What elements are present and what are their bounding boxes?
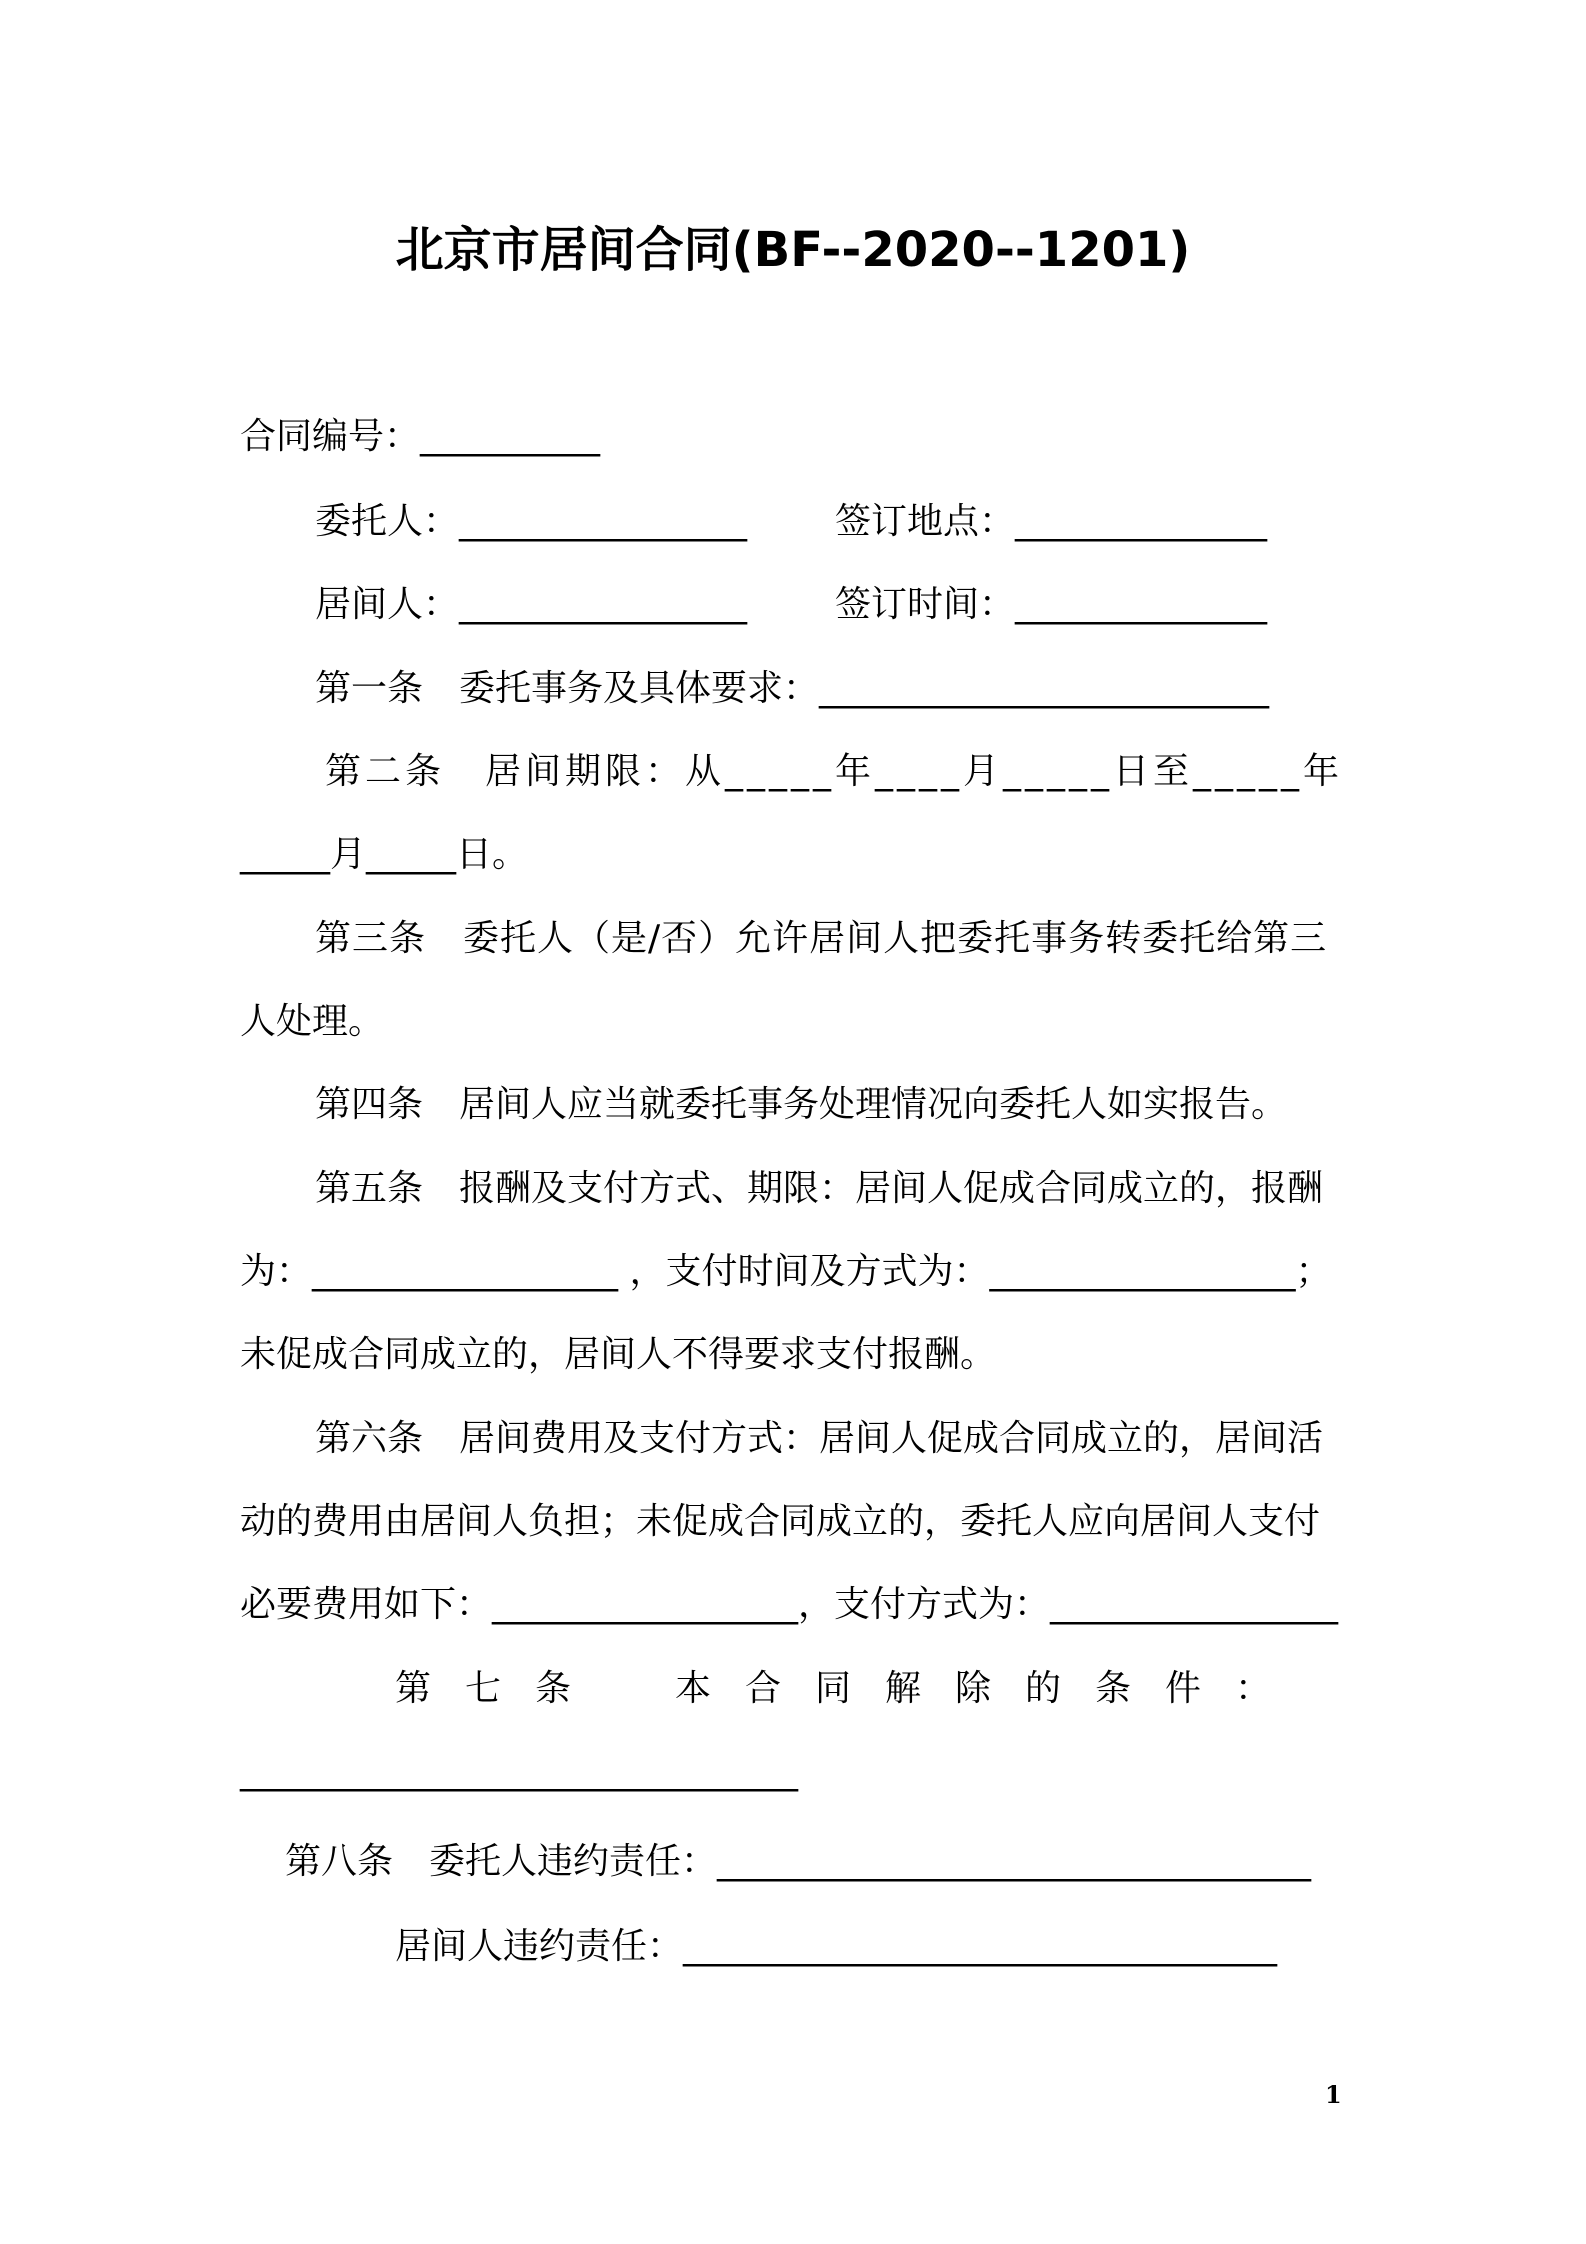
article-2-line-2: _____月_____日。 bbox=[240, 834, 529, 875]
article-8-line-1: 第八条 委托人违约责任：_________________________________ bbox=[285, 1841, 1312, 1882]
article-8-line-2: 居间人违约责任：_________________________________ bbox=[395, 1926, 1278, 1967]
article-7-line-2: _______________________________ bbox=[240, 1751, 798, 1792]
article-5-line-2: 为：_________________ ，支付时间及方式为：_________________； bbox=[240, 1251, 1332, 1292]
article-5-line-1: 第五条 报酬及支付方式、期限：居间人促成合同成立的，报酬 bbox=[315, 1168, 1324, 1209]
article-3-line-2: 人处理。 bbox=[240, 1001, 385, 1042]
contract-number-field: 合同编号：__________ bbox=[240, 416, 601, 457]
signing-time-field: 签订时间：______________ bbox=[835, 584, 1268, 625]
article-7-line-1: 第七条 本合同解除的条件： bbox=[395, 1668, 1306, 1709]
article-1: 第一条 委托事务及具体要求：_________________________ bbox=[315, 668, 1270, 709]
principal-field: 委托人：________________ bbox=[315, 501, 748, 542]
article-3-line-1: 第三条 委托人（是/否）允许居间人把委托事务转委托给第三 bbox=[315, 918, 1328, 959]
article-6-line-2: 动的费用由居间人负担；未促成合同成立的，委托人应向居间人支付 bbox=[240, 1501, 1321, 1542]
article-4: 第四条 居间人应当就委托事务处理情况向委托人如实报告。 bbox=[315, 1084, 1288, 1125]
article-2-line-1: 第二条 居间期限：从_____年____月_____日至_____年 bbox=[325, 751, 1344, 792]
article-6-line-1: 第六条 居间费用及支付方式：居间人促成合同成立的，居间活 bbox=[315, 1418, 1324, 1459]
intermediary-field: 居间人：________________ bbox=[315, 584, 748, 625]
page-number: 1 bbox=[1325, 2080, 1342, 2109]
signing-place-field: 签订地点：______________ bbox=[835, 501, 1268, 542]
document-title: 北京市居间合同(BF--2020--1201) bbox=[395, 222, 1191, 278]
article-6-line-3: 必要费用如下：_________________，支付方式为：________________ bbox=[240, 1584, 1339, 1625]
article-5-line-3: 未促成合同成立的，居间人不得要求支付报酬。 bbox=[240, 1334, 997, 1375]
